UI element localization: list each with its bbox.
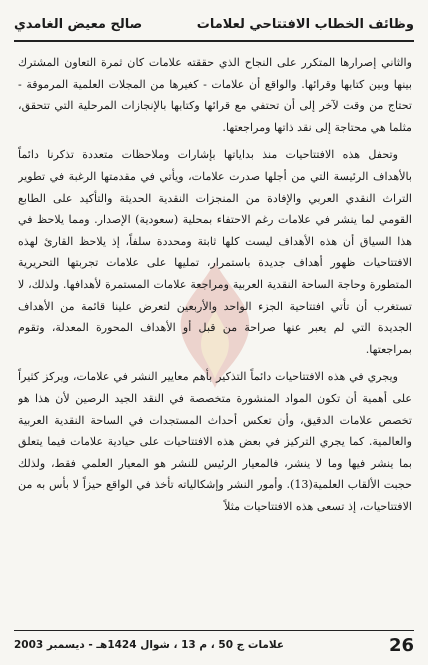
- running-title: وظائف الخطاب الافتتاحي لعلامات: [196, 16, 414, 32]
- page-footer: [14, 633, 414, 657]
- author-name: صالح معيض الغامدي: [14, 16, 143, 32]
- paragraph-3: ويجري في هذه الافتتاحيات دائماً التذكير بأهم معايير النشر في علامات، ويركز كثيراً على أهمية أن تكون المواد المنشورة متخصصة في النقد الجيد الرصين لأن هذا هو تخصص علامات الدقيق، وأن تعكس أحداث المستجدات في الساحة النقدية العربية والعالمية. كما يجري التركيز في بعض هذه الافتتاحيات على حيادية علامات فيما يتعلق بما ينشر فيها وما لا ينشر، فالمعيار الرئيس للنشر هو المعيار العلمي فقط، ولذلك حجبت الألقاب العلمية(13). وأمور النشر وإشكالياته تأخذ في الواقع حيزاً لا بأس به من الافتتاحيات، إذ تسعى هذه الافتتاحيات مثلاً: [18, 370, 412, 513]
- article-body: [18, 52, 412, 621]
- paragraph-1: والثاني إصرارها المتكرر على النجاح الذي حققته علامات كان ثمرة التعاون المشترك بينها وبين كتابها وقرائها. والواقع أن علامات - كغيرها من المجلات العلمية المرموقة - تحتاج من وقت لآخر إلى أن تحتفي مع قرائها وكتابها بالإنجازات المرحلية التي تتحقق، مثلما هي محتاجة إلى نقد ذاتها ومراجعتها.: [18, 56, 412, 134]
- issue-info: علامات ج 50 ، م 13 ، شوال 1424هـ - ديسمبر 2003: [14, 639, 285, 651]
- running-header: [14, 10, 414, 38]
- header-rule: [14, 40, 414, 42]
- paragraph-2: وتحفل هذه الافتتاحيات منذ بداياتها بإشارات وملاحظات متعددة تذكرنا دائماً بالأهداف الرئيسة التي من أجلها صدرت علامات، ويأتي في مقدمتها الرغبة في تطوير التراث النقدي العربي والإفادة من المنجزات النقدية الحديثة والتأكيد على الطابع القومي لما ينشر في علامات رغم الاحتفاء بمحلية (سعودية) الإصدار. ومما يلاحظ في هذا السياق أن هذه الأهداف ليست كلها ثابتة ومحددة سلفاً، إذ يلاحظ القارئ لهذه الافتتاحيات ظهور أهداف جديدة باستمرار، تمليها على علامات تجربتها التحريرية المتطورة وحاجة الساحة النقدية العربية ومراجعة علامات المستمرة لأهدافها. ولذلك، لا تستغرب أن تأتي افتتاحية الجزء الواحد والأربعين لتعرض علينا قائمة من الأهداف الجديدة التي لم يعبر عنها صراحة من قبل أو الأهداف المحورة المعدلة، وتقوم بمراجعتها.: [18, 148, 412, 356]
- footer-rule: [14, 630, 414, 631]
- page-number: 26: [388, 634, 414, 656]
